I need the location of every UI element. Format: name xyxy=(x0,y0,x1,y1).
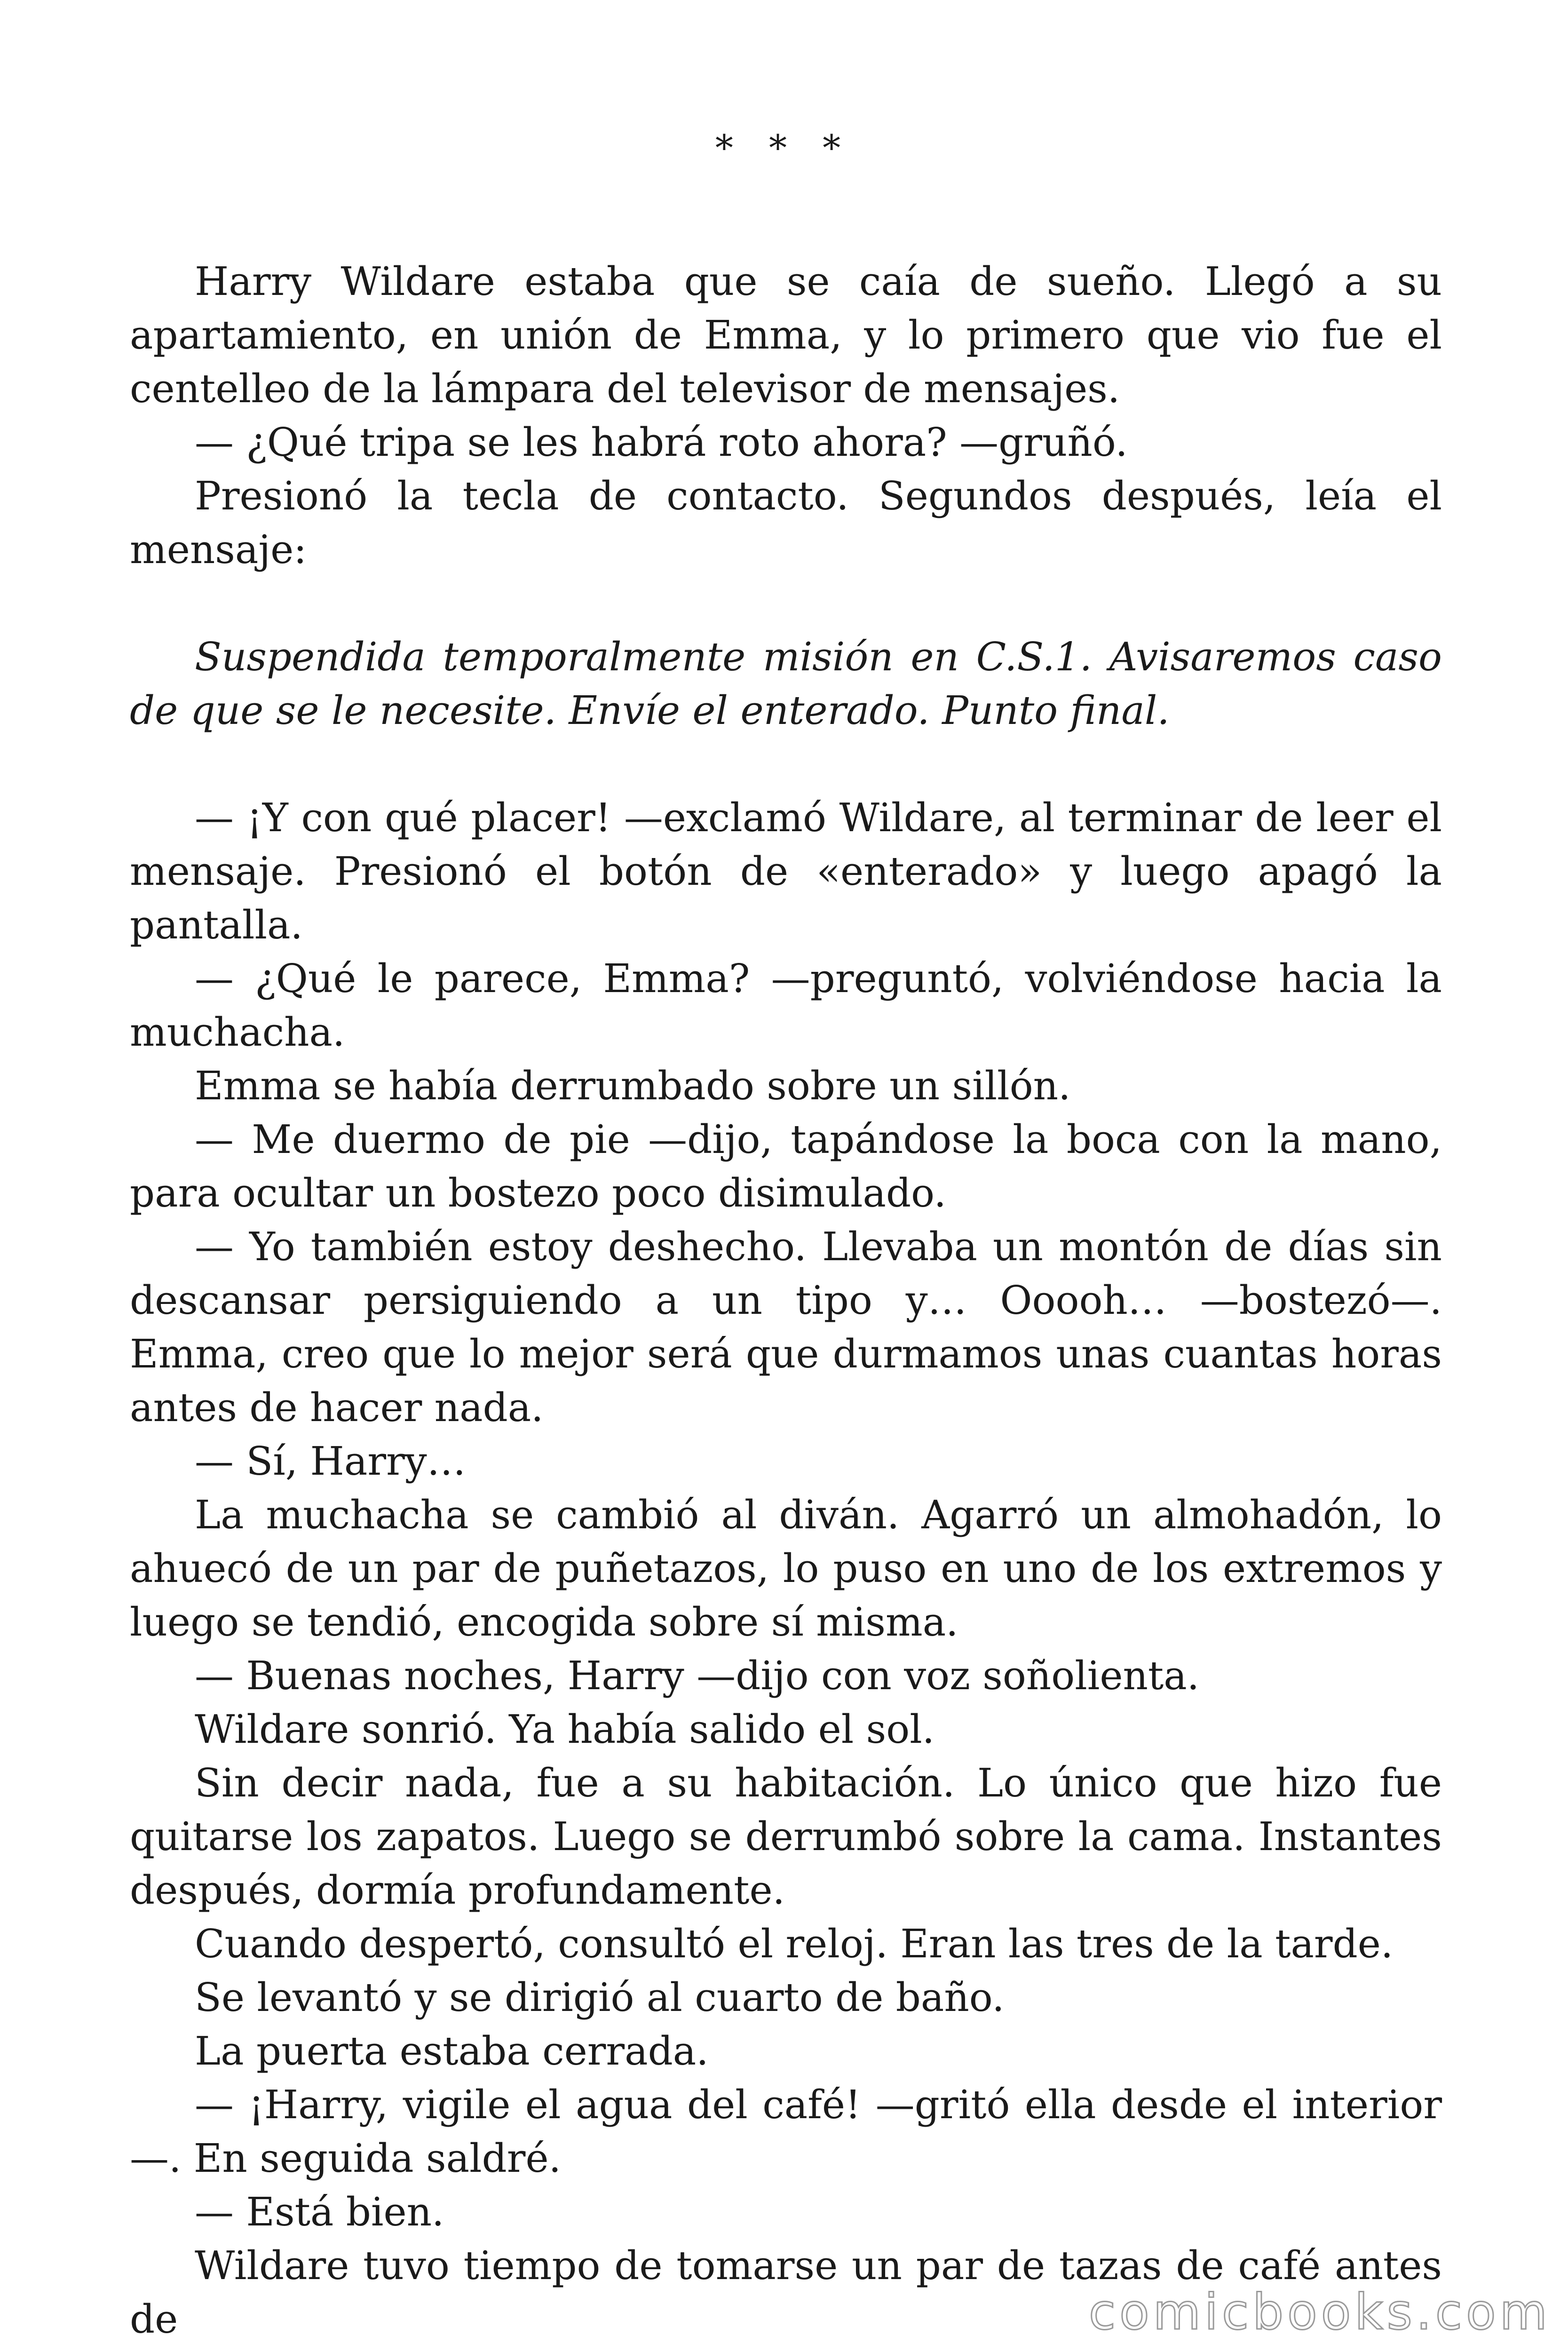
paragraph: — ¡Y con qué placer! —exclamó Wildare, al terminar de leer el mensaje. Presionó el botón de «enterado» y luego apagó la pantalla. xyxy=(130,795,1442,948)
section-separator: * * * xyxy=(715,127,853,169)
paragraph: — ¿Qué le parece, Emma? —preguntó, volviéndose hacia la muchacha. xyxy=(130,956,1442,1055)
paragraph: Harry Wildare estaba que se caía de sueño. Llegó a su apartamiento, en unión de Emma, y lo primero que vio fue el centelleo de la lámpara del televisor de mensajes. xyxy=(130,259,1442,412)
paragraph: — Está bien. xyxy=(195,2189,444,2235)
paragraph: Emma se había derrumbado sobre un sillón. xyxy=(195,1063,1071,1109)
paragraph: La muchacha se cambió al diván. Agarró un almohadón, lo ahuecó de un par de puñetazos, lo puso en uno de los extremos y luego se tendió, encogida sobre sí misma. xyxy=(130,1492,1442,1645)
paragraph: — ¿Qué tripa se les habrá roto ahora? —gruñó. xyxy=(195,420,1128,465)
paragraph: Sin decir nada, fue a su habitación. Lo único que hizo fue quitarse los zapatos. Luego se derrumbó sobre la cama. Instantes después, dormía profundamente. xyxy=(130,1760,1442,1913)
paragraph: Se levantó y se dirigió al cuarto de baño. xyxy=(195,1975,1005,2020)
message-paragraph: Suspendida temporalmente misión en C.S.1. Avisaremos caso de que se le necesite. Envíe el enterado. Punto final. xyxy=(130,634,1442,733)
body-text xyxy=(130,255,1442,2346)
paragraph: Wildare sonrió. Ya había salido el sol. xyxy=(195,1707,935,1752)
paragraph: Presionó la tecla de contacto. Segundos después, leía el mensaje: xyxy=(130,473,1442,572)
watermark: comicbooks.com xyxy=(1088,2283,1551,2341)
paragraph: — ¡Harry, vigile el agua del café! —gritó ella desde el interior—. En seguida saldré. xyxy=(130,2082,1442,2181)
paragraph: Cuando despertó, consultó el reloj. Eran las tres de la tarde. xyxy=(195,1921,1394,1967)
paragraph: — Yo también estoy deshecho. Llevaba un montón de días sin descansar persiguiendo a un tipo y… Ooooh… —bostezó—. Emma, creo que lo mejor será que durmamos unas cuantas horas antes de hacer nada. xyxy=(130,1224,1442,1430)
paragraph: La puerta estaba cerrada. xyxy=(195,2028,709,2074)
paragraph: — Sí, Harry… xyxy=(195,1438,466,1484)
paragraph: — Buenas noches, Harry —dijo con voz soñolienta. xyxy=(195,1653,1200,1699)
paragraph: Wildare tuvo tiempo de tomarse un par de tazas de café antes de xyxy=(130,2243,1442,2342)
paragraph: — Me duermo de pie —dijo, tapándose la boca con la mano, para ocultar un bostezo poco disimulado. xyxy=(130,1117,1442,1216)
